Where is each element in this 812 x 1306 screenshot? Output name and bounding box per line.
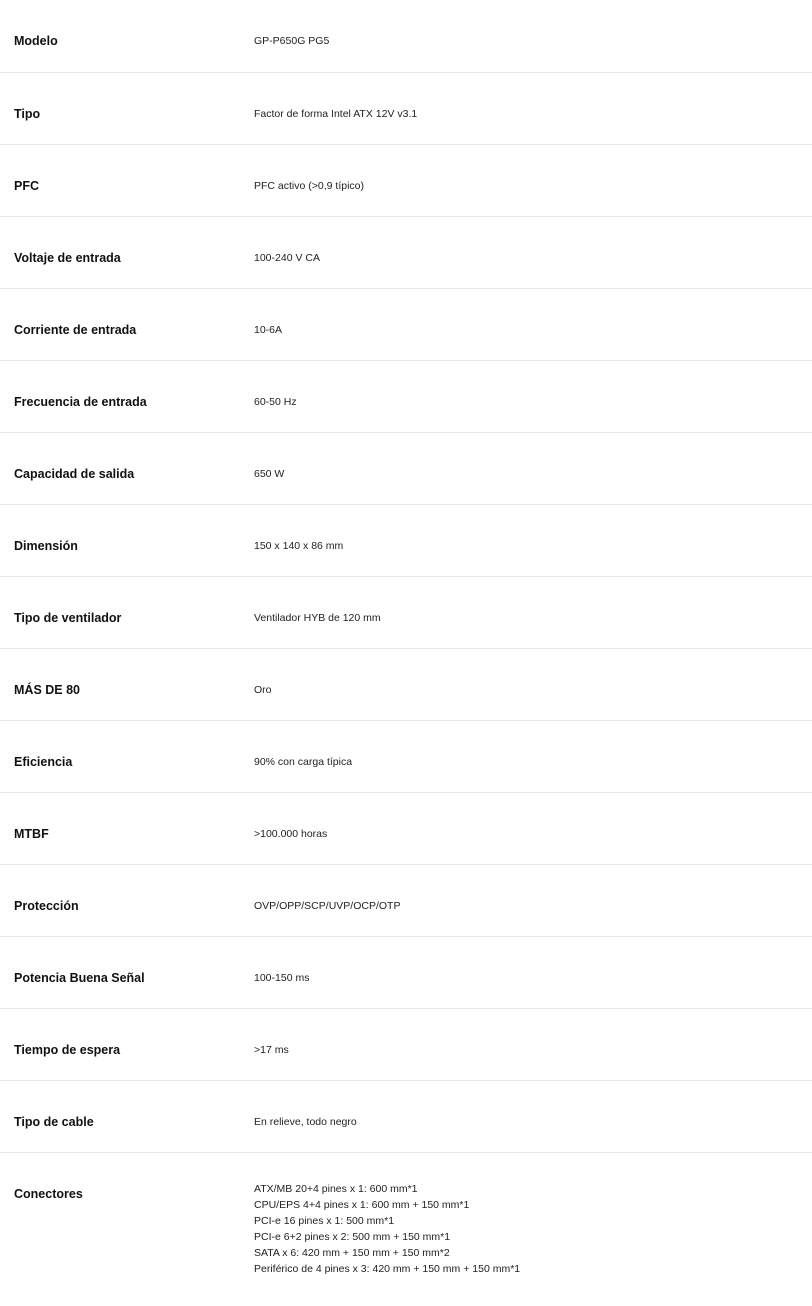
spec-value-cell [254, 216, 812, 288]
spec-row [0, 1008, 812, 1080]
spec-label: PFC [14, 178, 39, 193]
spec-value: >100.000 horas [254, 827, 328, 840]
spec-value-cell [254, 288, 812, 360]
spec-label: Capacidad de salida [14, 466, 135, 481]
spec-value-cell [254, 648, 812, 720]
spec-value-cell [254, 360, 812, 432]
spec-label: Tipo de ventilador [14, 610, 122, 625]
spec-label: Conectores [14, 1186, 83, 1201]
spec-value: PFC activo (>0,9 típico) [254, 179, 364, 192]
spec-value: 650 W [254, 467, 285, 480]
connector-line: CPU/EPS 4+4 pines x 1: 600 mm + 150 mm*1 [254, 1198, 470, 1211]
spec-row [0, 216, 812, 288]
spec-label-cell [0, 576, 254, 648]
spec-label-cell [0, 288, 254, 360]
spec-value-cell [254, 72, 812, 144]
spec-value: 150 x 140 x 86 mm [254, 539, 344, 552]
spec-value: 90% con carga típica [254, 755, 353, 768]
spec-row [0, 0, 812, 72]
spec-row [0, 792, 812, 864]
spec-label: Potencia Buena Señal [14, 970, 145, 985]
spec-row [0, 288, 812, 360]
spec-value: Ventilador HYB de 120 mm [254, 611, 381, 624]
spec-value-cell [254, 720, 812, 792]
spec-label: Eficiencia [14, 754, 73, 769]
spec-row [0, 504, 812, 576]
spec-label-cell [0, 216, 254, 288]
spec-label: Dimensión [14, 538, 78, 553]
spec-label-cell [0, 1152, 254, 1299]
connector-line: SATA x 6: 420 mm + 150 mm + 150 mm*2 [254, 1246, 450, 1259]
spec-label-cell [0, 936, 254, 1008]
spec-label-cell [0, 504, 254, 576]
spec-value: 100-150 ms [254, 971, 310, 984]
spec-value: GP-P650G PG5 [254, 35, 330, 47]
spec-label: Tiempo de espera [14, 1042, 121, 1057]
spec-value-cell [254, 504, 812, 576]
spec-label: MÁS DE 80 [14, 682, 80, 697]
spec-label: Tipo [14, 106, 41, 121]
spec-value-cell [254, 0, 812, 72]
spec-value-cell [254, 432, 812, 504]
spec-label-cell [0, 1008, 254, 1080]
spec-label-cell [0, 864, 254, 936]
spec-row [0, 1080, 812, 1152]
spec-value: Factor de forma Intel ATX 12V v3.1 [254, 107, 418, 120]
connector-line: PCI-e 16 pines x 1: 500 mm*1 [254, 1214, 395, 1227]
spec-value: En relieve, todo negro [254, 1115, 357, 1128]
spec-row [0, 360, 812, 432]
spec-label: Protección [14, 898, 79, 913]
spec-label-cell [0, 720, 254, 792]
spec-row [0, 864, 812, 936]
spec-label: Modelo [14, 34, 58, 48]
spec-value-cell [254, 576, 812, 648]
spec-label: Frecuencia de entrada [14, 394, 147, 409]
spec-value-cell [254, 1152, 812, 1299]
spec-label: MTBF [14, 826, 49, 841]
spec-value-cell [254, 864, 812, 936]
spec-value: 60-50 Hz [254, 395, 297, 408]
spec-value-cell [254, 936, 812, 1008]
spec-row [0, 72, 812, 144]
spec-label: Voltaje de entrada [14, 250, 121, 265]
spec-label: Corriente de entrada [14, 322, 137, 337]
spec-label: Tipo de cable [14, 1114, 94, 1129]
spec-value: 100-240 V CA [254, 251, 320, 264]
spec-value-cell [254, 144, 812, 216]
spec-label-cell [0, 72, 254, 144]
connector-line: PCI-e 6+2 pines x 2: 500 mm + 150 mm*1 [254, 1230, 451, 1243]
spec-row [0, 936, 812, 1008]
spec-value: Oro [254, 683, 272, 696]
spec-label-cell [0, 792, 254, 864]
spec-value-cell [254, 1080, 812, 1152]
spec-label-cell [0, 432, 254, 504]
spec-row [0, 648, 812, 720]
connectors-list [254, 1153, 812, 1277]
spec-row-connectors [0, 1152, 812, 1299]
spec-row [0, 432, 812, 504]
connector-line: ATX/MB 20+4 pines x 1: 600 mm*1 [254, 1182, 418, 1195]
spec-value-cell [254, 792, 812, 864]
spec-label-cell [0, 0, 254, 72]
spec-label-cell [0, 360, 254, 432]
spec-row [0, 576, 812, 648]
spec-value: >17 ms [254, 1043, 289, 1056]
spec-row [0, 144, 812, 216]
spec-value: OVP/OPP/SCP/UVP/OCP/OTP [254, 899, 401, 912]
spec-row [0, 720, 812, 792]
spec-value-cell [254, 1008, 812, 1080]
spec-label-cell [0, 648, 254, 720]
spec-label-cell [0, 1080, 254, 1152]
spec-label-cell [0, 144, 254, 216]
spec-value: 10-6A [254, 323, 283, 336]
connector-line: Periférico de 4 pines x 3: 420 mm + 150 mm + 150 mm*1 [254, 1262, 521, 1275]
